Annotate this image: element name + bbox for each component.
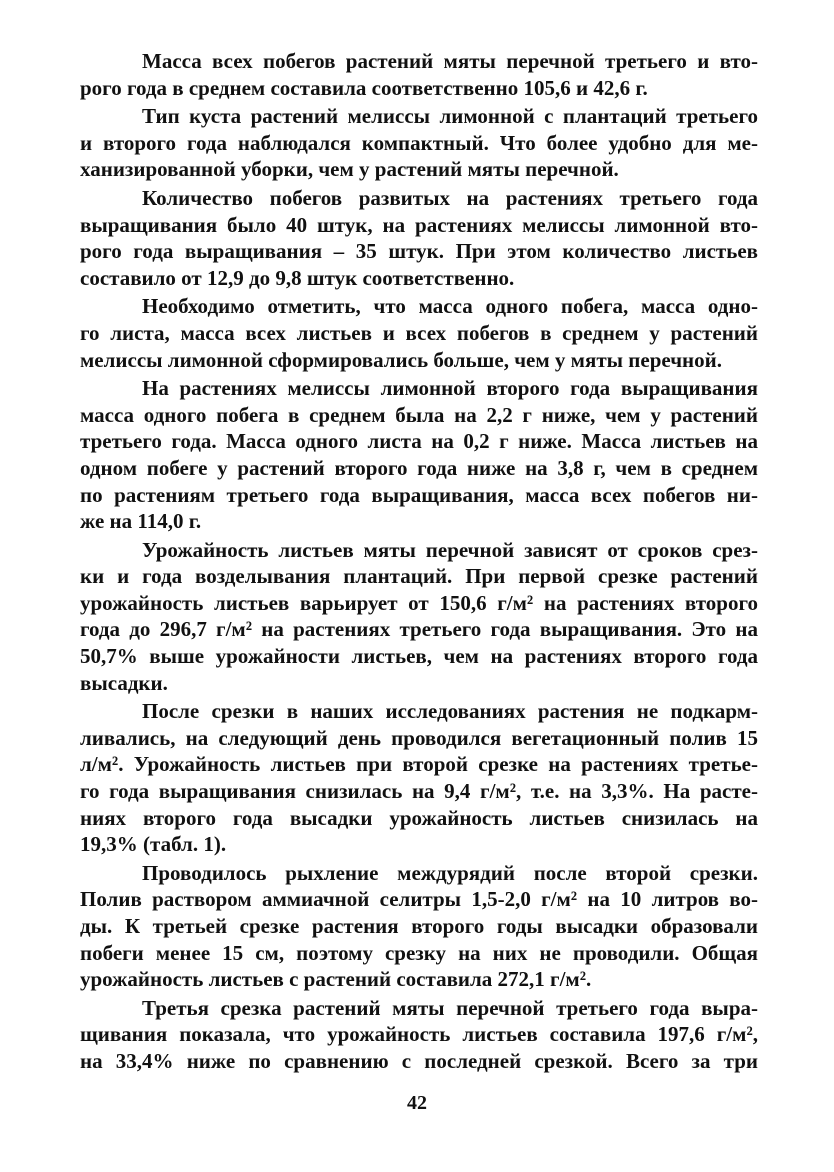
text-line: третьего года. Масса одного листа на 0,2 г ниже. Масса листьев на bbox=[80, 429, 758, 454]
text-line: урожайность листьев варьирует от 150,6 г/м² на растениях второго bbox=[80, 590, 758, 615]
text-line: одном побеге у растений второго года ниже на 3,8 г, чем в среднем bbox=[80, 455, 758, 480]
text-line: ды. К третьей срезке растения второго годы высадки образовали bbox=[80, 914, 758, 938]
paragraph-1 bbox=[80, 48, 758, 101]
text-line: Масса всех побегов растений мяты перечной третьего и вто- bbox=[142, 49, 758, 73]
text-line: На растениях мелиссы лимонной второго года выращивания bbox=[142, 376, 758, 401]
text-line: Тип куста растений мелиссы лимонной с плантаций третьего bbox=[142, 104, 758, 129]
text-line: Урожайность листьев мяты перечной зависят от сроков срез- bbox=[142, 537, 758, 562]
text-line: побеги менее 15 см, поэтому срезку на них не проводили. Общая bbox=[80, 940, 758, 965]
text-line: на 33,4% ниже по сравнению с последней срезкой. Всего за три bbox=[80, 1048, 758, 1073]
text-line: 50,7% выше урожайности листьев, чем на растениях второго года bbox=[80, 644, 758, 669]
text-line: л/м². Урожайность листьев при второй срезке на растениях третье- bbox=[80, 752, 758, 777]
text-line: урожайность листьев с растений составила 272,1 г/м². bbox=[80, 967, 592, 992]
text-line: Количество побегов развитых на растениях третьего года bbox=[142, 185, 758, 210]
paragraph-6 bbox=[80, 537, 758, 697]
text-line: и второго года наблюдался компактный. Что более удобно для ме- bbox=[80, 130, 758, 155]
paragraph-8 bbox=[80, 860, 758, 993]
text-line: го года выращивания снизилась на 9,4 г/м², т.е. на 3,3%. На расте- bbox=[80, 779, 758, 804]
text-line: ниях второго года высадки урожайность листьев снизилась на bbox=[80, 805, 758, 830]
paragraph-5 bbox=[80, 375, 758, 535]
paragraph-4 bbox=[80, 293, 758, 373]
paragraph-2 bbox=[80, 103, 758, 183]
text-line: ханизированной уборки, чем у растений мяты перечной. bbox=[80, 157, 619, 182]
paragraph-3 bbox=[80, 185, 758, 291]
text-line: щивания показала, что урожайность листьев составила 197,6 г/м², bbox=[80, 1022, 758, 1047]
text-line: 19,3% (табл. 1). bbox=[80, 832, 227, 857]
text-line: го листа, масса всех листьев и всех побегов в среднем у растений bbox=[80, 320, 758, 345]
body-text bbox=[80, 48, 758, 1077]
text-line: После срезки в наших исследованиях растения не подкарм- bbox=[142, 699, 758, 724]
text-line: ки и года возделывания плантаций. При первой срезке растений bbox=[80, 564, 758, 589]
text-line: рого года в среднем составила соответственно 105,6 и 42,6 г. bbox=[80, 75, 648, 100]
text-line: высадки. bbox=[80, 670, 168, 695]
page-number: 42 bbox=[407, 1092, 427, 1114]
text-line: по растениям третьего года выращивания, масса всех побегов ни- bbox=[80, 482, 758, 507]
text-line: Необходимо отметить, что масса одного побега, масса одно- bbox=[142, 294, 758, 319]
text-line: масса одного побега в среднем была на 2,2 г ниже, чем у растений bbox=[80, 402, 758, 427]
text-line: года до 296,7 г/м² на растениях третьего года выращивания. Это на bbox=[80, 617, 758, 642]
text-line: Проводилось рыхление междурядий после второй срезки. bbox=[142, 860, 758, 885]
paragraph-9 bbox=[80, 995, 758, 1075]
text-line: рого года выращивания – 35 штук. При этом количество листьев bbox=[80, 239, 758, 264]
text-line: мелиссы лимонной сформировались больше, чем у мяты перечной. bbox=[80, 347, 722, 372]
paragraph-7 bbox=[80, 698, 758, 858]
text-line: Третья срезка растений мяты перечной третьего года выра- bbox=[142, 995, 758, 1020]
text-line: выращивания было 40 штук, на растениях мелиссы лимонной вто- bbox=[80, 212, 758, 237]
text-line: ливались, на следующий день проводился вегетационный полив 15 bbox=[80, 725, 758, 750]
text-line: составило от 12,9 до 9,8 штук соответственно. bbox=[80, 265, 515, 290]
text-line: же на 114,0 г. bbox=[80, 509, 202, 534]
text-line: Полив раствором аммиачной селитры 1,5-2,0 г/м² на 10 литров во- bbox=[80, 887, 758, 912]
